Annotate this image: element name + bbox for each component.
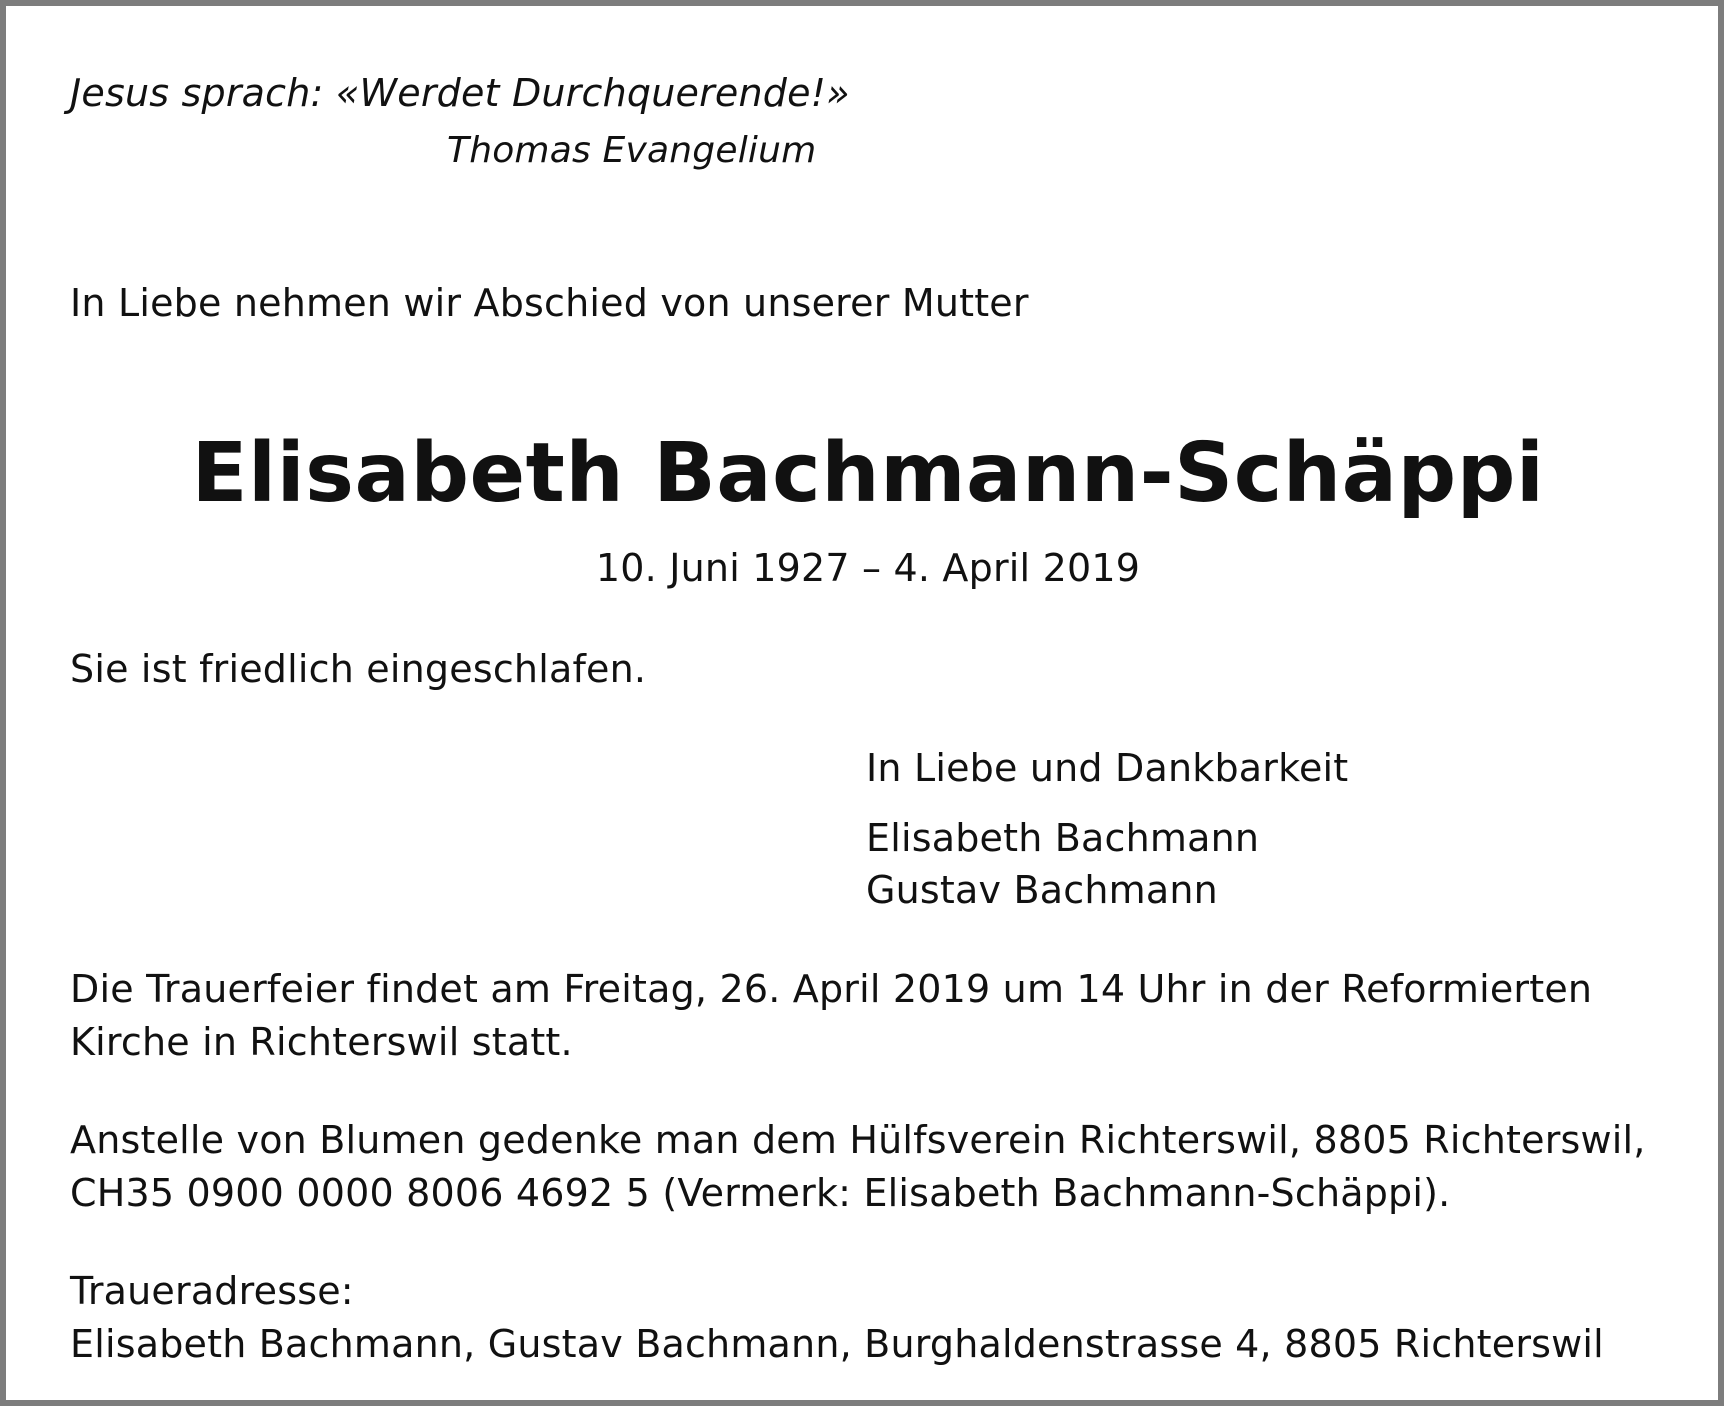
- signatory: Gustav Bachmann: [866, 868, 1218, 912]
- signatory: Elisabeth Bachmann: [866, 816, 1260, 860]
- life-dates: 10. Juni 1927 – 4. April 2019: [595, 546, 1141, 590]
- service-info-line: Die Trauerfeier findet am Freitag, 26. April 2019 um 14 Uhr in der Reformierten: [70, 967, 1593, 1011]
- farewell-intro: In Liebe nehmen wir Abschied von unserer Mutter: [70, 281, 1029, 325]
- service-info-line: Kirche in Richterswil statt.: [70, 1020, 573, 1064]
- donation-info-line: Anstelle von Blumen gedenke man dem Hülfsverein Richterswil, 8805 Richterswil,: [70, 1118, 1646, 1162]
- bible-quote: Jesus sprach: «Werdet Durchquerende!»: [70, 71, 850, 115]
- closing-phrase: In Liebe und Dankbarkeit: [866, 746, 1349, 790]
- passing-statement: Sie ist friedlich eingeschlafen.: [70, 647, 647, 691]
- quote-source: Thomas Evangelium: [447, 130, 817, 171]
- mourning-address: Elisabeth Bachmann, Gustav Bachmann, Burghaldenstrasse 4, 8805 Richterswil: [70, 1322, 1604, 1366]
- donation-info-line: CH35 0900 0000 8006 4692 5 (Vermerk: Elisabeth Bachmann-Schäppi).: [70, 1171, 1451, 1215]
- mourning-address-label: Traueradresse:: [70, 1269, 354, 1313]
- deceased-name: Elisabeth Bachmann-Schäppi: [191, 426, 1545, 521]
